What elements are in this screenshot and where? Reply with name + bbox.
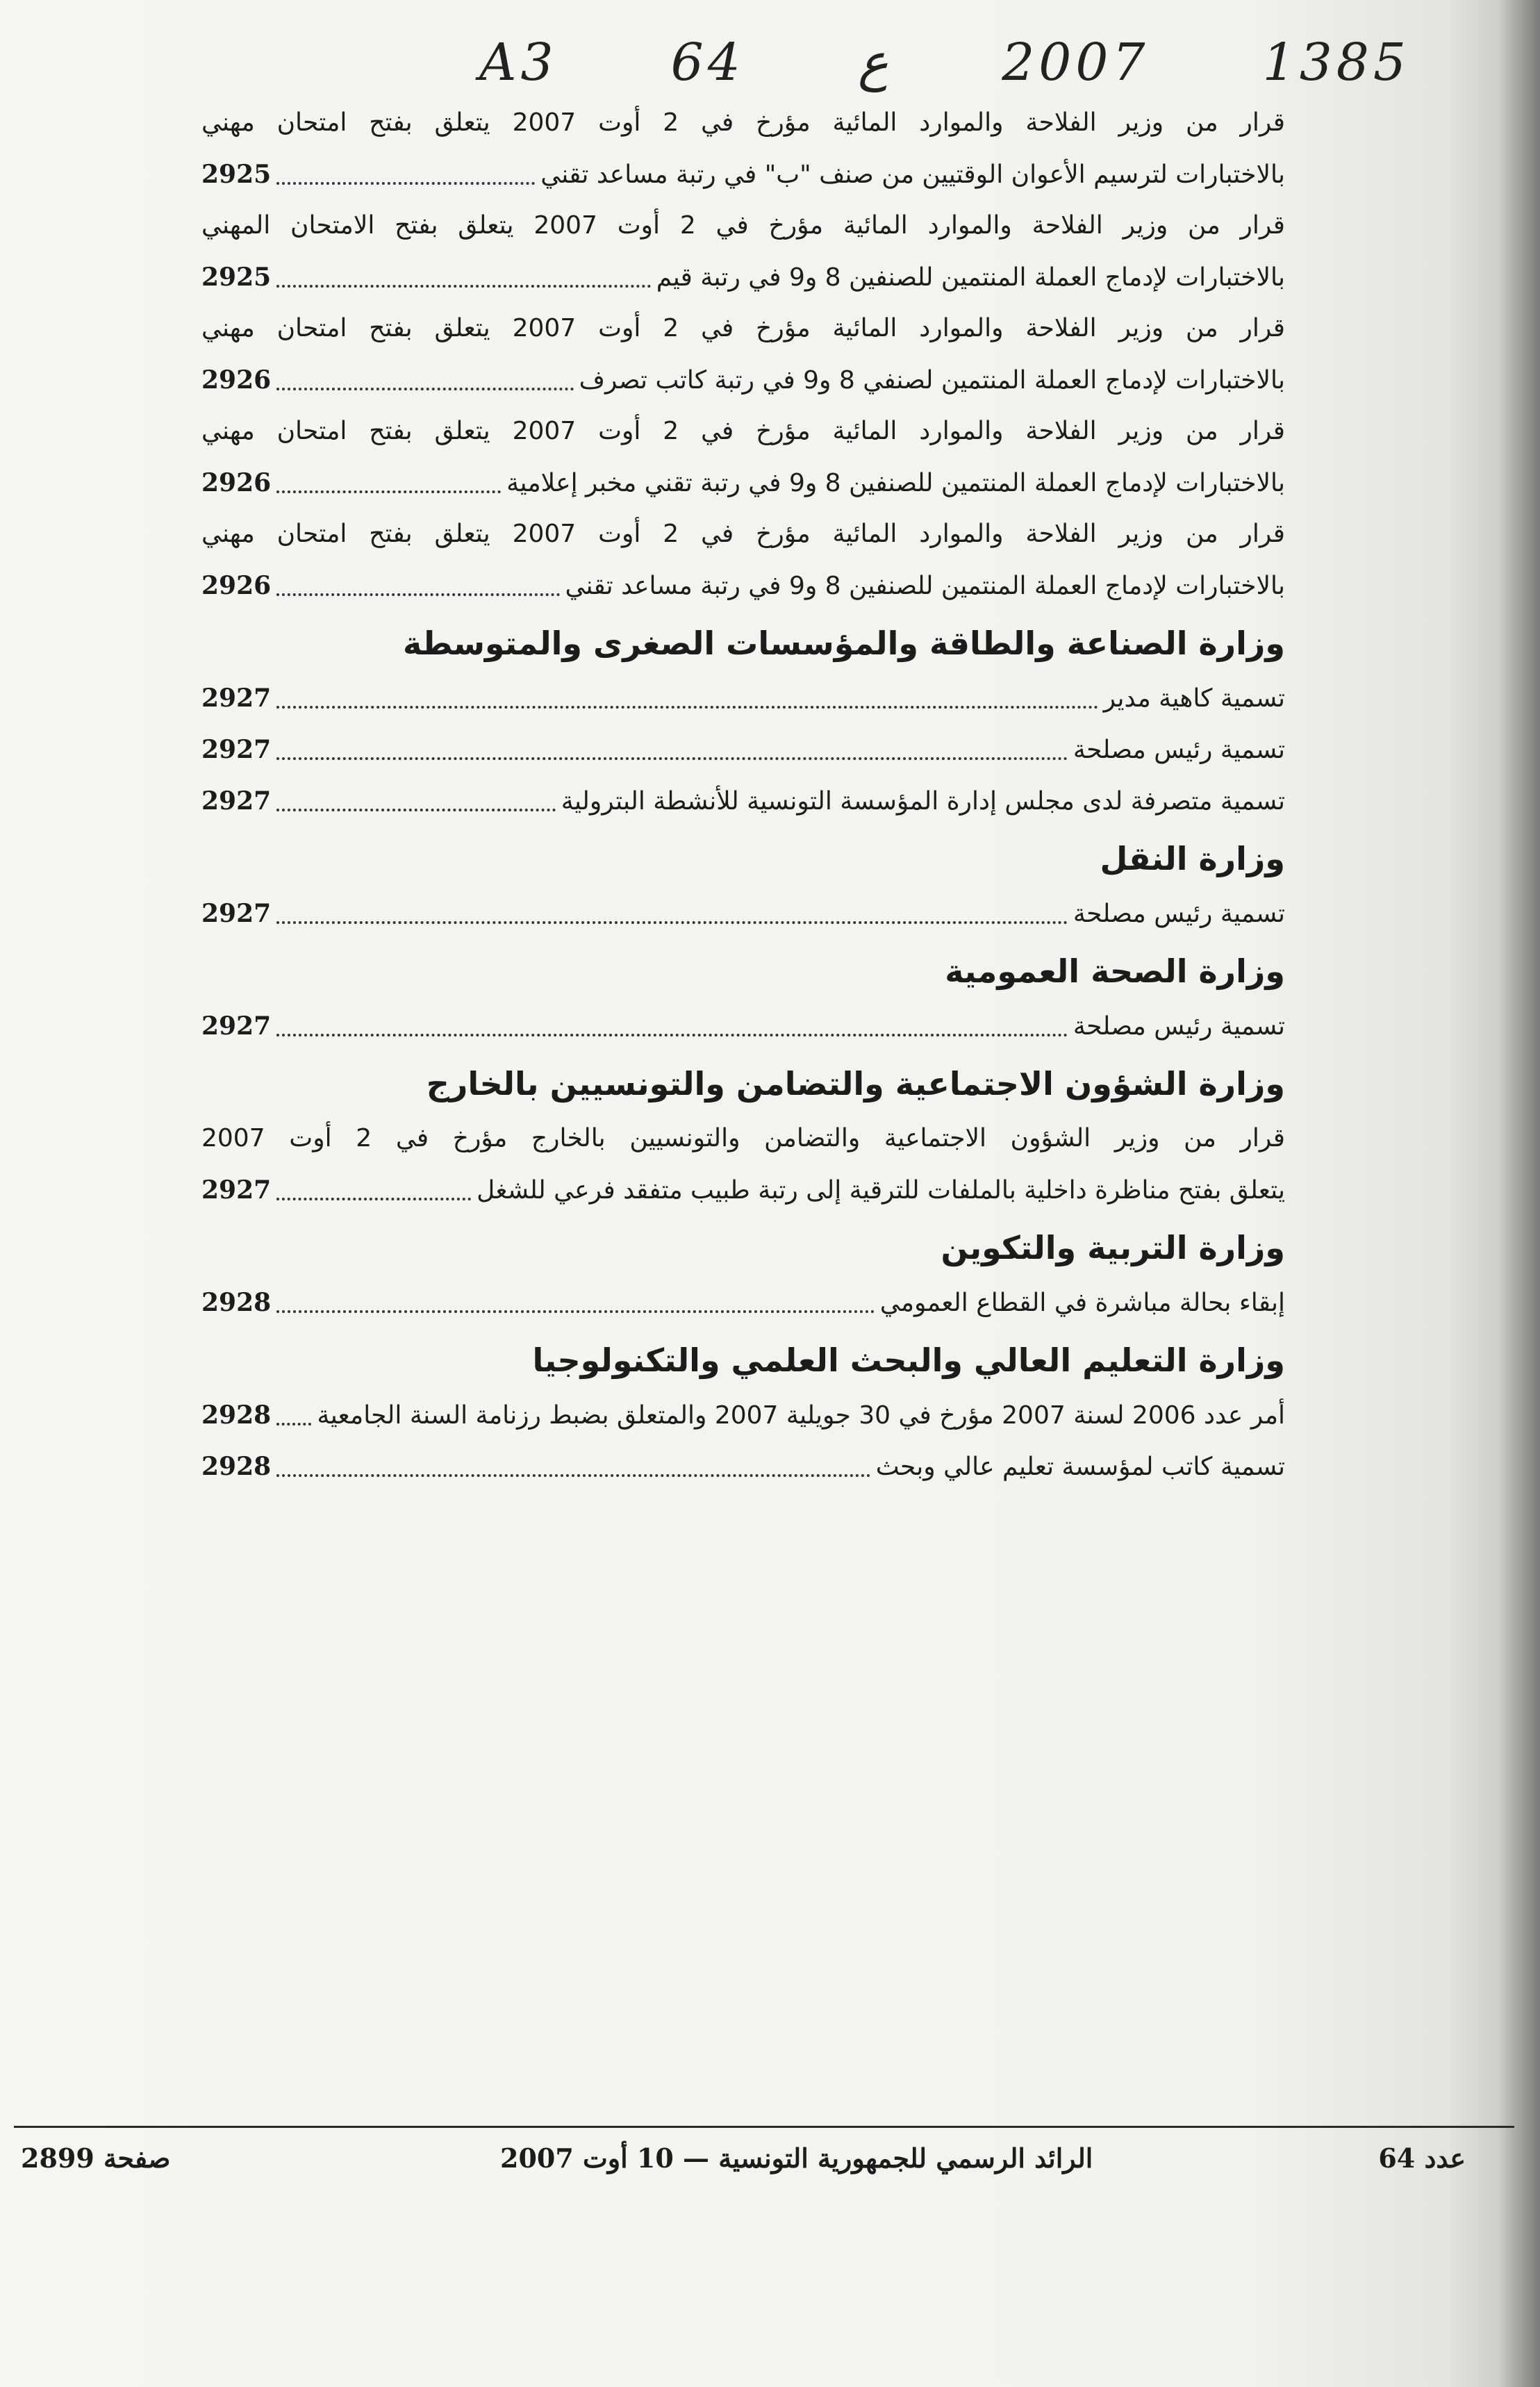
toc-entry-text: تسمية متصرفة لدى مجلس إدارة المؤسسة التونسية للأنشطة البترولية	[561, 787, 1285, 816]
toc-entry-line: قرار من وزير الفلاحة والموارد المائية مؤرخ في 2 أوت 2007 يتعلق بفتح الامتحان المهني	[201, 211, 1285, 240]
toc-entry-text: إبقاء بحالة مباشرة في القطاع العمومي	[879, 1289, 1285, 1317]
toc-entry-last-line	[201, 1441, 1285, 1492]
dot-leader	[276, 1034, 1068, 1036]
toc-page-number: 2928	[201, 1401, 272, 1430]
toc-page-number: 2925	[201, 160, 272, 189]
toc-entry	[201, 200, 1285, 303]
handwritten-note	[479, 21, 1410, 104]
dot-leader	[276, 388, 574, 390]
handwritten-note-part: 2007	[1002, 33, 1150, 92]
dot-leader	[276, 809, 556, 811]
toc-page-number: 2927	[201, 684, 272, 713]
toc-entry-line: قرار من وزير الشؤون الاجتماعية والتضامن والتونسيين بالخارج مؤرخ في 2 أوت 2007	[201, 1124, 1285, 1153]
toc-entry-line: قرار من وزير الفلاحة والموارد المائية مؤرخ في 2 أوت 2007 يتعلق بفتح امتحان مهني	[201, 108, 1285, 137]
dot-leader	[276, 706, 1098, 709]
toc-entry-last-line	[201, 888, 1285, 939]
toc-entry-text: بالاختبارات لإدماج العملة المنتمين للصنفين 8 و9 في رتبة قيم	[656, 263, 1285, 292]
dot-leader	[276, 921, 1068, 924]
toc-entry	[201, 1000, 1285, 1052]
toc-page-number: 2928	[201, 1452, 272, 1481]
toc-entry	[201, 1277, 1285, 1328]
dot-leader	[276, 1310, 875, 1313]
toc-entry-last-line	[201, 251, 1285, 303]
footer-issue-number: عدد 64	[1378, 2142, 1466, 2174]
toc-page-number: 2927	[201, 735, 272, 764]
table-of-contents	[201, 97, 1285, 1492]
toc-page-number: 2927	[201, 1011, 272, 1041]
toc-page-number: 2926	[201, 571, 272, 600]
dot-leader	[276, 593, 560, 596]
toc-entry	[201, 1113, 1285, 1216]
toc-entry-last-line	[201, 775, 1285, 827]
page-footer	[14, 2142, 1514, 2191]
toc-entry	[201, 724, 1285, 775]
toc-entry	[201, 888, 1285, 939]
handwritten-note-part: ع	[857, 33, 889, 92]
toc-entry-last-line	[201, 1164, 1285, 1216]
toc-entry-last-line	[201, 560, 1285, 611]
toc-entry	[201, 303, 1285, 406]
ministry-heading: وزارة الشؤون الاجتماعية والتضامن والتونسيين بالخارج	[426, 1065, 1285, 1102]
toc-entry-last-line	[201, 672, 1285, 724]
toc-entry-last-line	[201, 724, 1285, 775]
toc-entry-last-line	[201, 1000, 1285, 1052]
ministry-heading: وزارة الصحة العمومية	[945, 952, 1285, 990]
toc-entry	[201, 97, 1285, 200]
toc-entry-line: قرار من وزير الفلاحة والموارد المائية مؤرخ في 2 أوت 2007 يتعلق بفتح امتحان مهني	[201, 520, 1285, 548]
toc-entry	[201, 406, 1285, 509]
toc-page-number: 2928	[201, 1288, 272, 1317]
toc-entry	[201, 1441, 1285, 1492]
dot-leader	[276, 1474, 870, 1477]
ministry-heading: وزارة التعليم العالي والبحث العلمي والتكنولوجيا	[532, 1341, 1285, 1379]
toc-entry-text: بالاختبارات لترسيم الأعوان الوقتيين من صنف "ب" في رتبة مساعد تقني	[540, 160, 1285, 189]
toc-entry-text: تسمية كاهية مدير	[1103, 684, 1285, 713]
handwritten-note-part: A3	[479, 33, 558, 92]
dot-leader	[276, 490, 501, 493]
ministry-heading: وزارة النقل	[1100, 840, 1285, 877]
toc-entry-last-line	[201, 354, 1285, 406]
footer-rule	[14, 2126, 1514, 2128]
toc-entry-text: بالاختبارات لإدماج العملة المنتمين للصنفين 8 و9 في رتبة تقني مخبر إعلامية	[506, 469, 1285, 497]
dot-leader	[276, 1423, 311, 1426]
ministry-heading: وزارة التربية والتكوين	[941, 1229, 1285, 1266]
toc-entry-last-line	[201, 149, 1285, 200]
dot-leader	[276, 757, 1068, 760]
toc-entry-last-line	[201, 1277, 1285, 1328]
toc-entry-text: بالاختبارات لإدماج العملة المنتمين لصنفي 8 و9 في رتبة كاتب تصرف	[579, 366, 1285, 395]
toc-entry-text: بالاختبارات لإدماج العملة المنتمين للصنفين 8 و9 في رتبة مساعد تقني	[565, 572, 1285, 600]
toc-page-number: 2927	[201, 1175, 272, 1205]
toc-entry-line: قرار من وزير الفلاحة والموارد المائية مؤرخ في 2 أوت 2007 يتعلق بفتح امتحان مهني	[201, 314, 1285, 342]
toc-page-number: 2926	[201, 365, 272, 395]
toc-entry-text: تسمية رئيس مصلحة	[1073, 736, 1285, 764]
ministry-heading: وزارة الصناعة والطاقة والمؤسسات الصغرى والمتوسطة	[402, 625, 1285, 662]
toc-page-number: 2926	[201, 468, 272, 497]
toc-page-number: 2927	[201, 899, 272, 928]
toc-entry-text: تسمية رئيس مصلحة	[1073, 1012, 1285, 1041]
toc-entry	[201, 672, 1285, 724]
toc-entry-text: أمر عدد 2006 لسنة 2007 مؤرخ في 30 جويلية 2007 والمتعلق بضبط رزنامة السنة الجامعية	[317, 1401, 1285, 1430]
toc-entry-text: تسمية كاتب لمؤسسة تعليم عالي وبحث	[875, 1453, 1285, 1481]
dot-leader	[276, 1198, 471, 1200]
toc-entry-last-line	[201, 457, 1285, 509]
toc-entry	[201, 509, 1285, 611]
toc-entry	[201, 1389, 1285, 1441]
toc-page-number: 2927	[201, 786, 272, 816]
page-edge-shadow	[1498, 0, 1540, 2387]
toc-entry-last-line	[201, 1389, 1285, 1441]
toc-entry-text: يتعلق بفتح مناظرة داخلية بالملفات للترقية إلى رتبة طبيب متفقد فرعي للشغل	[477, 1176, 1285, 1205]
dot-leader	[276, 182, 535, 185]
footer-journal-title: الرائد الرسمي للجمهورية التونسية — 10 أوت 2007	[500, 2142, 1093, 2174]
handwritten-note-part: 64	[670, 33, 745, 92]
handwritten-note-part: 1385	[1262, 33, 1410, 92]
dot-leader	[276, 285, 651, 288]
toc-entry-line: قرار من وزير الفلاحة والموارد المائية مؤرخ في 2 أوت 2007 يتعلق بفتح امتحان مهني	[201, 417, 1285, 445]
toc-entry	[201, 775, 1285, 827]
footer-page-number: صفحة 2899	[21, 2142, 171, 2174]
toc-page-number: 2925	[201, 263, 272, 292]
toc-entry-text: تسمية رئيس مصلحة	[1073, 900, 1285, 928]
